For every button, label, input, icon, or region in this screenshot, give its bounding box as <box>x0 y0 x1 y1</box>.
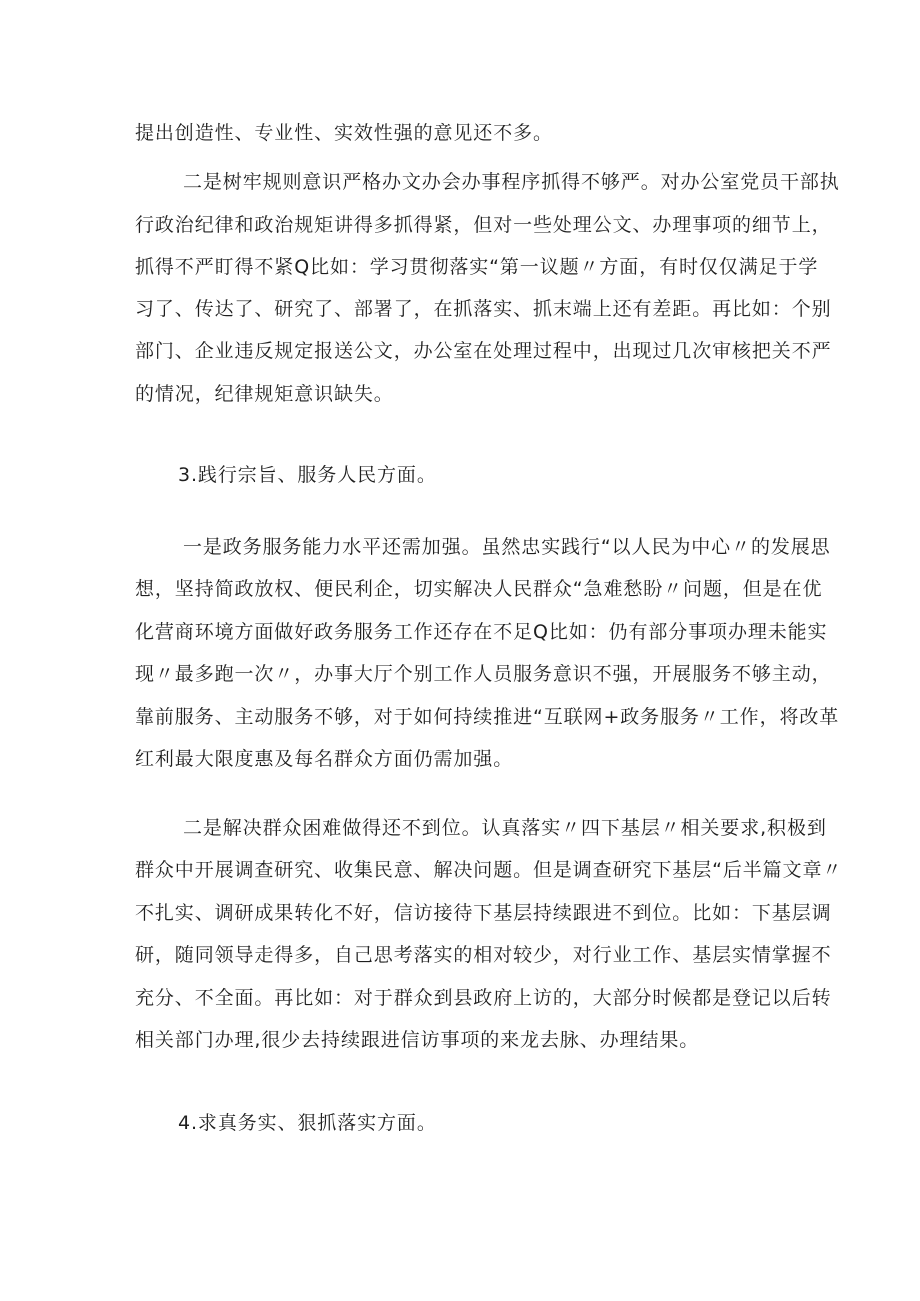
paragraph-line: 不扎实、调研成果转化不好，信访接待下基层持续跟进不到位。比如：下基层调 <box>135 902 832 924</box>
paragraph-line: 群众中开展调查研究、收集民意、解决问题。但是调查研究下基层“后半篇文章〃 <box>135 859 843 881</box>
paragraph-line: 行政治纪律和政治规矩讲得多抓得紧，但对一些处理公文、办理事项的细节上， <box>135 214 832 236</box>
paragraph-line: 化营商环境方面做好政务服务工作还存在不足Q比如：仍有部分事项办理未能实 <box>135 621 828 643</box>
section-heading: 4.求真务实、狠抓落实方面。 <box>178 1112 437 1134</box>
paragraph-line: 一是政务服务能力水平还需加强。虽然忠实践行“以人民为中心〃的发展思 <box>183 536 831 558</box>
paragraph-line: 研，随同领导走得多，自己思考落实的相对较少，对行业工作、基层实情掌握不 <box>135 944 832 966</box>
paragraph-line: 二是树牢规则意识严格办文办会办事程序抓得不够严。对办公室党员干部执 <box>183 171 840 193</box>
paragraph-line: 现〃最多跑一次〃，办事大厅个别工作人员服务意识不强，开展服务不够主动， <box>135 663 832 685</box>
paragraph-line: 靠前服务、主动服务不够，对于如何持续推进“互联网+政务服务〃工作，将改革 <box>135 706 840 728</box>
paragraph-line: 习了、传达了、研究了、部署了，在抓落实、抓末端上还有差距。再比如：个别 <box>135 298 832 320</box>
paragraph-line: 想，坚持简政放权、便民利企，切实解决人民群众“急难愁盼〃问题，但是在优 <box>135 578 823 600</box>
paragraph-line: 部门、企业违反规定报送公文，办公室在处理过程中，出现过几次审核把关不严 <box>135 340 832 362</box>
paragraph-line: 抓得不严盯得不紧Q比如：学习贯彻落实“第一议题〃方面，有时仅仅满足于学 <box>135 256 819 278</box>
paragraph-line: 相关部门办理,很少去持续跟进信访事项的来龙去脉、办理结果。 <box>135 1029 700 1051</box>
paragraph-line: 的情况，纪律规矩意识缺失。 <box>135 383 394 405</box>
section-heading: 3.践行宗旨、服务人民方面。 <box>178 464 437 486</box>
paragraph-line: 充分、不全面。再比如：对于群众到县政府上访的，大部分时候都是登记以后转 <box>135 987 832 1009</box>
paragraph-line: 红利最大限度惠及每名群众方面仍需加强。 <box>135 748 514 770</box>
paragraph-line: 二是解决群众困难做得还不到位。认真落实〃四下基层〃相关要求,积极到 <box>183 817 827 839</box>
paragraph-line: 提出创造性、专业性、实效性强的意见还不多。 <box>135 122 553 144</box>
